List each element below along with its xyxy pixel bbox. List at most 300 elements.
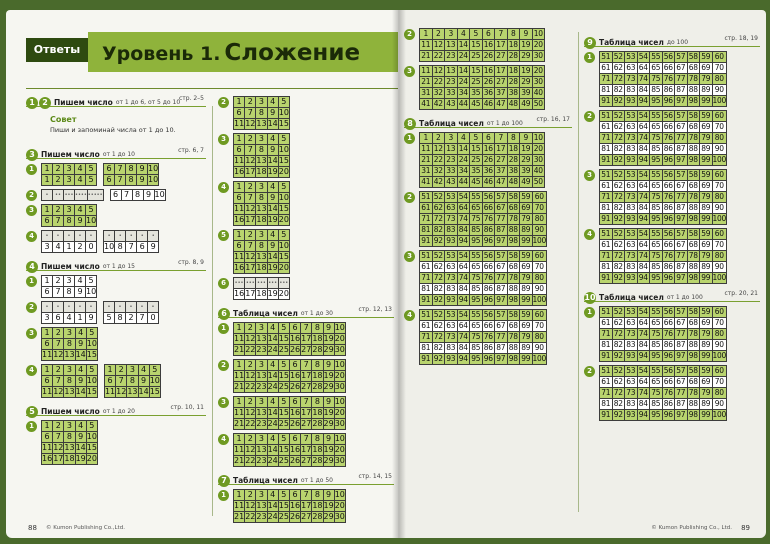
exercise — [26, 230, 206, 253]
table-cell: 78 — [688, 133, 698, 142]
exercise — [218, 433, 394, 467]
table-cell: 53 — [446, 251, 456, 260]
grid-cell: 12 — [116, 387, 127, 396]
table-cell: 91 — [601, 155, 611, 164]
left-page — [6, 10, 398, 538]
table-cell: 22 — [433, 51, 443, 60]
grid-cell: 10 — [278, 241, 289, 250]
grid-cell: 10 — [334, 360, 345, 369]
table-cell: 59 — [521, 310, 531, 319]
table-cell: 20 — [533, 66, 543, 75]
table-row — [600, 399, 727, 410]
grid-cell: 20 — [278, 167, 289, 176]
grid-cell: 8 — [64, 432, 75, 443]
table-cell: 70 — [712, 318, 726, 329]
grid-cell: 5 — [86, 421, 97, 432]
table-cell: 94 — [458, 295, 468, 304]
grid-cell: 17 — [245, 215, 256, 224]
exercise-grids — [41, 163, 159, 186]
grid-cell: 10 — [86, 216, 97, 225]
table-cell: 54 — [458, 251, 468, 260]
grid-cell: 8 — [115, 242, 126, 253]
publisher-credit: © Kumon Publishing Co.,Ltd. — [46, 525, 125, 531]
grid-cell: 13 — [256, 408, 267, 417]
table-cell: 74 — [458, 214, 468, 223]
exercise-number-badge: 2 — [404, 192, 415, 203]
table-cell: 91 — [601, 96, 611, 105]
table-cell: 3 — [445, 29, 458, 40]
table-cell: 86 — [663, 85, 673, 94]
table-cell: 22 — [433, 155, 443, 164]
grid-row — [42, 231, 97, 242]
grid-cell: 10 — [148, 164, 159, 173]
grid-cell: 28 — [312, 512, 323, 521]
grid-cell: 23 — [256, 345, 267, 354]
grid-cell: 22 — [245, 512, 256, 521]
advice-text: Пиши и запоминай числа от 1 до 10. — [50, 126, 176, 134]
table-cell: 23 — [446, 155, 456, 164]
table-cell: 70 — [532, 321, 546, 332]
table-cell: 21 — [421, 155, 431, 164]
table-cell: 79 — [701, 251, 711, 260]
grid-cell: 20 — [278, 215, 289, 224]
grid-cell: 10 — [334, 323, 345, 332]
grid-cell: 16 — [234, 167, 245, 176]
table-cell: 71 — [601, 251, 611, 260]
table-cell: 53 — [626, 307, 636, 316]
exercise-number-badge: 2 — [218, 97, 229, 108]
grid-cell: ••• — [256, 278, 267, 289]
section-header — [26, 256, 206, 271]
grid-row — [104, 376, 160, 387]
grid-cell: 15 — [278, 252, 289, 261]
table-cell: 18 — [508, 66, 518, 75]
table-cell: 33 — [446, 88, 456, 97]
table-cell: 84 — [638, 399, 648, 408]
table-cell: 91 — [421, 295, 431, 304]
exercise-grids — [41, 420, 98, 465]
grid-cell: 1 — [42, 328, 53, 339]
answer-grid — [41, 189, 104, 201]
table-cell: 93 — [626, 273, 636, 282]
table-cell: 75 — [651, 329, 661, 338]
table-cell: 41 — [421, 99, 431, 108]
section-pages: стр. 20, 21 — [724, 290, 758, 297]
grid-cell: 19 — [267, 215, 278, 224]
table-cell: 22 — [433, 77, 443, 86]
table-cell: 25 — [471, 77, 481, 86]
table-cell: 72 — [433, 214, 443, 223]
table-cell: 52 — [613, 170, 623, 179]
table-cell: 68 — [688, 181, 698, 190]
table-cell: 66 — [483, 203, 493, 212]
grid-cell: 6 — [289, 490, 300, 501]
table-row — [600, 307, 727, 318]
table-cell: 73 — [446, 273, 456, 282]
table-cell: 66 — [663, 318, 673, 327]
table-cell: 68 — [688, 240, 698, 249]
table-cell: 97 — [676, 96, 686, 105]
grid-cell: 4 — [75, 175, 86, 186]
table-cell: 81 — [421, 225, 431, 234]
section-pages: стр. 10, 11 — [170, 404, 204, 411]
grid-cell: 6 — [42, 287, 53, 298]
grid-cell: • — [148, 302, 159, 313]
table-cell: 31 — [421, 88, 431, 97]
grid-cell: 17 — [245, 289, 256, 298]
table-cell: 52 — [613, 366, 623, 375]
table-cell: 74 — [638, 251, 648, 260]
exercise-grids — [419, 250, 547, 306]
section-range: до 100 — [666, 39, 689, 46]
grid-cell: 7 — [115, 175, 126, 186]
table-cell: 63 — [626, 240, 636, 249]
table-cell: 79 — [521, 273, 531, 282]
table-cell: 34 — [458, 166, 468, 175]
grid-cell: 3 — [64, 365, 75, 376]
table-cell: 69 — [701, 377, 711, 386]
section-pages: стр. 8, 9 — [178, 259, 204, 266]
grid-cell: 5 — [86, 276, 97, 287]
table-cell: 9 — [520, 29, 533, 40]
table-row — [600, 122, 727, 133]
table-cell: 67 — [496, 262, 506, 271]
answer-grid — [41, 364, 98, 398]
table-cell: 82 — [433, 225, 443, 234]
table-row — [600, 63, 727, 74]
exercise-grids — [233, 489, 346, 523]
grid-cell: • — [53, 302, 64, 313]
grid-cell: 19 — [323, 501, 334, 510]
table-cell: 65 — [651, 181, 661, 190]
table-cell: 100 — [712, 155, 726, 164]
grid-cell: • — [86, 231, 97, 242]
table-cell: 83 — [446, 284, 456, 293]
exercise — [26, 163, 206, 186]
page-header — [6, 22, 398, 82]
grid-cell: 4 — [267, 397, 278, 408]
table-cell: 30 — [533, 51, 543, 60]
answer-grid — [104, 364, 161, 398]
grid-cell: 17 — [301, 501, 312, 510]
grid-cell: 5 — [278, 182, 289, 193]
table-cell: 92 — [433, 295, 443, 304]
table-cell: 26 — [483, 77, 493, 86]
grid-cell: 15 — [149, 387, 160, 396]
table-cell: 100 — [712, 96, 726, 105]
grid-cell: • — [104, 302, 115, 313]
table-cell: 55 — [471, 192, 481, 201]
exercise — [584, 51, 760, 107]
table-cell: 71 — [601, 192, 611, 201]
section-pages: стр. 16, 17 — [536, 116, 570, 123]
table-cell: 60 — [712, 170, 726, 181]
table-cell: 11 — [421, 40, 431, 49]
grid-cell: 11 — [42, 387, 53, 396]
exercise-grids — [599, 228, 727, 284]
grid-cell: 25 — [278, 456, 289, 465]
table-cell: 69 — [701, 181, 711, 190]
table-cell: 68 — [688, 63, 698, 72]
grid-cell: 15 — [86, 350, 97, 359]
grid-cell: 14 — [75, 387, 86, 396]
grid-row — [42, 164, 97, 175]
table-cell: 12 — [433, 66, 443, 75]
exercise-grids — [233, 322, 346, 356]
table-cell: 73 — [626, 133, 636, 142]
grid-cell: 16 — [289, 371, 301, 380]
table-cell: 23 — [446, 51, 456, 60]
grid-row — [42, 276, 97, 287]
exercise — [218, 96, 394, 130]
grid-row — [234, 145, 290, 156]
grid-cell: 4 — [267, 134, 278, 145]
grid-row — [234, 241, 290, 252]
table-cell: 95 — [651, 410, 661, 419]
exercise — [404, 250, 572, 306]
table-cell: 69 — [701, 240, 711, 249]
grid-cell: 7 — [245, 193, 256, 204]
grid-cell: 29 — [323, 345, 334, 354]
exercise-number-badge: 4 — [218, 434, 229, 445]
table-cell: 70 — [532, 203, 546, 214]
grid-cell: 2 — [245, 397, 256, 408]
table-cell: 94 — [638, 351, 648, 360]
table-cell: 29 — [521, 155, 531, 164]
exercise-number-badge: 4 — [26, 365, 37, 376]
table-cell: 79 — [701, 329, 711, 338]
table-cell: 73 — [626, 329, 636, 338]
table-row — [600, 203, 727, 214]
grid-cell: 6 — [234, 193, 245, 204]
grid-cell: 8 — [132, 190, 143, 201]
grid-cell: 14 — [267, 156, 278, 165]
table-cell: 74 — [458, 273, 468, 282]
grid-cell: 9 — [75, 339, 86, 350]
exercise-number-badge: 1 — [584, 307, 595, 318]
table-cell: 16 — [483, 40, 493, 49]
table-cell: 82 — [613, 144, 623, 153]
table-cell: 44 — [458, 99, 468, 108]
grid-cell: 8 — [312, 397, 323, 408]
number-table — [419, 28, 545, 62]
table-cell: 84 — [458, 343, 468, 352]
grid-cell: 11 — [42, 350, 53, 359]
section-header — [26, 92, 206, 107]
grid-cell: • — [53, 231, 64, 242]
table-cell: 87 — [676, 203, 686, 212]
table-cell: 98 — [688, 155, 698, 164]
grid-cell: 24 — [267, 382, 278, 391]
table-cell: 100 — [712, 214, 726, 223]
grid-cell: 17 — [245, 263, 256, 272]
grid-row — [234, 119, 290, 130]
table-cell: 18 — [508, 144, 518, 153]
table-cell: 12 — [433, 144, 443, 153]
exercise-number-badge: 4 — [584, 229, 595, 240]
table-cell: 63 — [626, 122, 636, 131]
table-cell: 49 — [521, 99, 531, 108]
table-cell: 54 — [638, 111, 648, 120]
grid-cell: • — [75, 231, 86, 242]
exercise — [404, 65, 572, 110]
grid-cell: 7 — [53, 339, 64, 350]
grid-row — [42, 376, 98, 387]
number-table — [419, 132, 545, 188]
grid-cell: 2 — [245, 230, 256, 241]
table-cell: 65 — [471, 262, 481, 271]
table-cell: 98 — [508, 295, 518, 304]
grid-cell: 11 — [234, 501, 245, 510]
table-row — [420, 133, 545, 144]
grid-cell: 11 — [234, 445, 245, 454]
grid-cell: 13 — [64, 387, 75, 396]
grid-row — [42, 216, 97, 227]
table-cell: 30 — [533, 77, 543, 86]
table-cell: 58 — [508, 192, 518, 201]
table-row — [420, 214, 547, 225]
grid-cell: 16 — [42, 454, 53, 463]
grid-row — [42, 287, 97, 298]
grid-cell: 14 — [75, 443, 86, 452]
table-cell: 62 — [613, 181, 623, 190]
grid-cell: 2 — [245, 490, 256, 501]
table-cell: 13 — [446, 66, 456, 75]
table-cell: 55 — [471, 251, 481, 260]
grid-cell: 14 — [267, 408, 278, 417]
table-cell: 85 — [651, 85, 661, 94]
table-cell: 55 — [651, 170, 661, 179]
table-cell: 84 — [458, 225, 468, 234]
table-cell: 80 — [532, 214, 546, 225]
grid-cell: 25 — [278, 382, 289, 391]
grid-cell: 10 — [278, 193, 289, 202]
table-cell: 97 — [496, 236, 506, 245]
table-cell: 52 — [613, 111, 623, 120]
table-cell: 89 — [521, 343, 531, 352]
grid-cell: 12 — [53, 350, 64, 359]
table-cell: 64 — [458, 262, 468, 271]
table-cell: 84 — [638, 144, 648, 153]
grid-cell: 5 — [86, 365, 97, 376]
grid-cell: 7 — [53, 376, 64, 387]
grid-cell: 30 — [334, 345, 345, 354]
table-cell: 56 — [663, 229, 673, 238]
table-row — [600, 170, 727, 181]
table-cell: 88 — [688, 203, 698, 212]
table-row — [420, 177, 545, 188]
table-cell: 85 — [471, 284, 481, 293]
table-cell: 78 — [688, 329, 698, 338]
grid-cell: 6 — [234, 108, 245, 119]
table-cell: 84 — [638, 203, 648, 212]
answer-grid — [103, 301, 159, 324]
grid-cell: 9 — [323, 360, 334, 371]
exercise-grids — [233, 133, 290, 178]
table-cell: 94 — [638, 96, 648, 105]
table-cell: 24 — [458, 51, 468, 60]
grid-cell: 3 — [127, 365, 138, 376]
grid-cell: 2 — [53, 365, 64, 376]
grid-cell: 11 — [42, 443, 53, 452]
table-cell: 67 — [676, 181, 686, 190]
answer-grid — [233, 277, 290, 300]
table-cell: 51 — [421, 192, 431, 201]
table-cell: 76 — [663, 192, 673, 201]
table-cell: 95 — [651, 351, 661, 360]
exercise-number-badge: 3 — [218, 134, 229, 145]
exercise-number-badge: 2 — [404, 29, 415, 40]
grid-cell: 2 — [53, 164, 64, 175]
grid-cell: 26 — [289, 382, 301, 391]
table-cell: 53 — [446, 310, 456, 319]
grid-row — [234, 156, 290, 167]
grid-cell: 7 — [137, 313, 148, 324]
grid-cell: 18 — [312, 445, 323, 454]
grid-cell: 20 — [334, 371, 345, 380]
grid-cell: 9 — [86, 313, 97, 324]
table-cell: 84 — [638, 340, 648, 349]
table-cell: 14 — [458, 144, 468, 153]
grid-cell: 15 — [278, 119, 289, 128]
table-cell: 19 — [521, 144, 531, 153]
exercise — [404, 28, 572, 62]
grid-cell: • — [115, 302, 126, 313]
table-cell: 18 — [508, 40, 518, 49]
table-cell: 70 — [712, 377, 726, 388]
table-cell: 96 — [483, 295, 493, 304]
table-cell: 98 — [688, 273, 698, 282]
table-cell: 60 — [712, 366, 726, 377]
table-cell: 4 — [457, 133, 470, 144]
table-cell: 99 — [521, 236, 531, 245]
grid-cell: 15 — [86, 443, 97, 452]
table-cell: 68 — [508, 262, 518, 271]
table-cell: 59 — [521, 192, 531, 201]
exercise-number-badge: 1 — [584, 52, 595, 63]
grid-row — [42, 350, 98, 361]
table-cell: 67 — [496, 321, 506, 330]
table-cell: 69 — [521, 203, 531, 212]
table-cell: 64 — [638, 377, 648, 386]
table-cell: 41 — [421, 177, 431, 186]
grid-cell: 4 — [267, 97, 278, 108]
grid-cell: 17 — [53, 454, 64, 463]
number-table — [599, 110, 727, 166]
table-cell: 78 — [688, 251, 698, 260]
table-cell: 93 — [626, 96, 636, 105]
grid-cell: 8 — [256, 108, 267, 119]
table-cell: 62 — [433, 321, 443, 330]
grid-cell: 17 — [301, 445, 312, 454]
grid-cell: 15 — [278, 156, 289, 165]
table-cell: 68 — [688, 318, 698, 327]
grid-cell: 7 — [301, 360, 312, 371]
table-row — [420, 310, 547, 321]
table-cell: 80 — [532, 332, 546, 343]
answer-grid — [41, 327, 98, 361]
table-cell: 27 — [496, 77, 506, 86]
grid-cell: 20 — [334, 501, 345, 510]
table-cell: 95 — [651, 155, 661, 164]
section-number-badge: 6 — [218, 308, 230, 320]
table-row — [420, 343, 547, 354]
grid-row — [234, 345, 346, 356]
grid-cell: 14 — [267, 119, 278, 128]
table-cell: 52 — [613, 52, 623, 61]
table-cell: 88 — [688, 144, 698, 153]
table-row — [420, 295, 547, 306]
